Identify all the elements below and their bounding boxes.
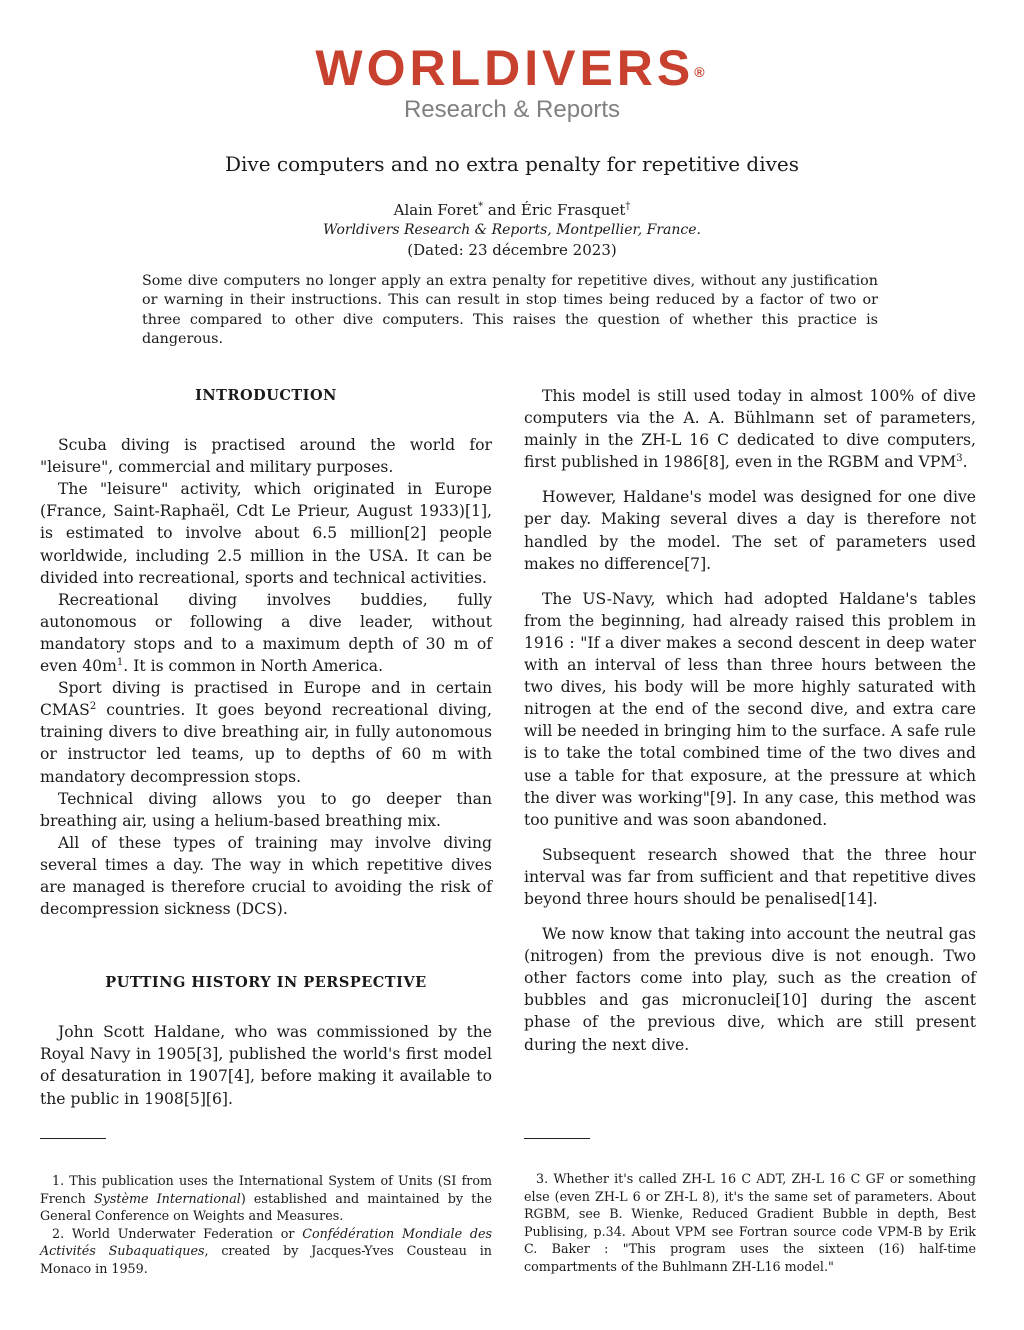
footnote-1-tail: ) established and maintained by the General Conference on Weights and Measures. [40,1190,493,1224]
author-2: Éric Frasquet [520,201,626,219]
intro-p4-tail: countries. It goes beyond recreational diving, training divers to dive breathing air, in fully autonomous or instructor led teams, up to depths of 60 m with mandatory decompression stops. [40,701,492,786]
section-heading-history: PUTTING HISTORY IN PERSPECTIVE [105,974,427,992]
logo-wordmark [0,40,1024,96]
intro-paragraph-3 [40,589,492,677]
worldivers-logo [0,40,1024,124]
right-p1-tail: . [962,453,968,472]
right-paragraph-3: The US-Navy, which had adopted Haldane's tables from the beginning, had already raised this problem in 1916 : "If a diver makes a second descent in deep water with an interval of less than three hours between the two dives, his body will be more highly saturated with nitrogen at the end of the second dive, and extra care will be needed in bringing him to the surface. A safe rule is to take the total combined time of the two dives and use a table for that exposure, at the pressure at which the diver was working"[9]. In any case, this method was too punitive and was soon abandoned. [524,589,976,829]
footnote-rule-right [524,1138,590,1139]
intro-paragraph-1: Scuba diving is practised around the world for "leisure", commercial and military purposes. [40,436,492,477]
logo-brand-text: WORLDIVERS [315,40,695,96]
intro-paragraph-6: All of these types of training may involve diving several times a day. The way in which repetitive dives are managed is therefore crucial to avoiding the risk of decompression sickness (DCS). [40,833,492,919]
author-1-mark: * [478,201,484,212]
right-paragraph-1 [524,385,976,473]
footnote-3: 3. Whether it's called ZH-L 16 C ADT, ZH-L 16 C GF or something else (even ZH-L 6 or ZH-L 8), it's the same set of parameters. About RGBM, see B. Wienke, Reduced Gradient Bubble in depth, Best Publising, p.34. About VPM see Fortran source code VPM-B by Erik C. Baker : "This program uses the sixteen (16) half-time compartments of the Buhlmann ZH-L16 model." [524,1171,976,1274]
intro-paragraph-2: The "leisure" activity, which originated in Europe (France, Saint-Raphaël, Cdt Le Prieur, August 1933)[1], is estimated to involve about 6.5 million[2] people worldwide, including 2.5 million in the USA. It can be divided into recreational, sports and technical activities. [40,480,492,587]
right-p1-text: This model is still used today in almost 100% of dive computers via the A. A. Bühlmann set of parameters, mainly in the ZH-L 16 C dedicated to dive computers, first published in 1986[8], even in the RGBM and VPM [524,387,976,472]
author-line [0,200,1024,220]
left-column [40,385,492,1110]
intro-paragraph-4 [40,677,492,787]
author-conjunction: and [483,201,521,219]
right-column [524,385,976,1069]
right-paragraph-5: We now know that taking into account the neutral gas (nitrogen) from the previous dive is not enough. Two other factors come into play, such as the creation of bubbles and gas micronuclei[10] during the ascent phase of the previous dive, which are still present during the next dive. [524,925,976,1054]
footnote-1-text: 1. This publication uses the International System of Units (SI from French [40,1173,492,1206]
history-paragraph-1: John Scott Haldane, who was commissioned by the Royal Navy in 1905[3], published the world's first model of desaturation in 1907[4], before making it available to the public in 1908[5][6]. [40,1023,492,1108]
footnote-2-text: 2. World Underwater Federation or [52,1225,303,1241]
intro-p3-text: Recreational diving involves buddies, fully autonomous or following a dive leader, without mandatory stops and to a maximum depth of 30 m of even 40m [40,590,492,676]
intro-p4-text: Sport diving is practised in Europe and in certain CMAS [40,679,492,720]
footnote-ref-2: 2 [89,701,97,713]
abstract: Some dive computers no longer apply an extra penalty for repetitive dives, without any justification or warning in their instructions. This can result in stop times being reduced by a factor of two or three compared to other dive computers. This raises the question of whether this practice is dangerous. [142,273,878,348]
footnote-1-italic: Système International [93,1190,241,1206]
footnotes-left [40,1172,492,1278]
right-paragraph-2: However, Haldane's model was designed for one dive per day. Making several dives a day is therefore not handled by the model. The set of parameters used makes no difference[7]. [524,488,976,573]
author-1: Alain Foret [393,201,479,219]
right-paragraph-4: Subsequent research showed that the three hour interval was far from sufficient and that repetitive dives beyond three hours should be penalised[14]. [524,845,976,908]
footnote-ref-1: 1 [116,656,124,668]
section-heading-introduction: INTRODUCTION [195,387,337,404]
author-block [0,200,1024,260]
registered-mark: ® [694,64,709,80]
footnotes-right [524,1170,976,1276]
affiliation: Worldivers Research & Reports, Montpellier, France. [323,222,701,238]
footnote-ref-3: 3 [956,453,963,465]
dated-line: (Dated: 23 décembre 2023) [407,241,617,259]
author-2-mark: † [625,201,631,212]
footnote-1 [40,1172,492,1225]
paper-title: Dive computers and no extra penalty for repetitive dives [225,152,799,176]
intro-paragraph-5: Technical diving allows you to go deeper than breathing air, using a helium-based breathing mix. [40,789,492,830]
footnote-rule-left [40,1138,106,1139]
footnote-2 [40,1225,492,1278]
logo-subtitle: Research & Reports [403,96,621,123]
footnote-2-tail: , created by Jacques-Yves Cousteau in Monaco in 1959. [40,1243,492,1276]
intro-p3-tail: . It is common in North America. [123,657,384,676]
footnote-2-italic: Confédération Mondiale des Activités Subaquatiques [40,1225,492,1259]
